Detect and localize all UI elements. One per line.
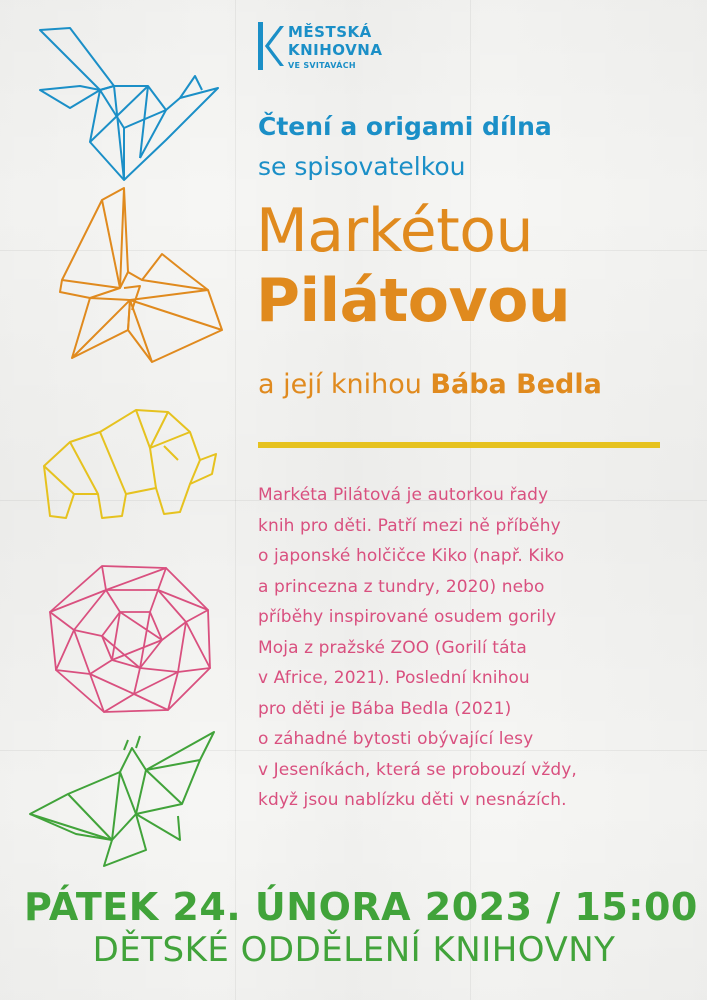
event-subtitle: se spisovatelkou [258, 152, 466, 181]
description-line: Markéta Pilátová je autorkou řady [258, 485, 549, 505]
divider-line [258, 442, 660, 448]
event-date: PÁTEK 24. ÚNORA 2023 / 15:00 [24, 885, 698, 929]
origami-ball-icon [40, 560, 218, 718]
origami-butterfly-icon [32, 180, 232, 370]
paper-fold [235, 0, 236, 1000]
logo-text-line2: KNIHOVNA [288, 41, 383, 59]
description-line: a princezna z tundry, 2020) nebo [258, 576, 545, 597]
logo-text-line1: MĚSTSKÁ [288, 23, 372, 41]
description-line: pro děti je Bába Bedla (2021) [258, 698, 512, 719]
book-title: Bába Bedla [430, 369, 602, 400]
author-last-name: Pilátovou [256, 266, 571, 336]
description-line: Moja z pražské ZOO (Gorilí táta [258, 637, 527, 658]
library-logo [258, 20, 408, 72]
book-line [258, 369, 602, 400]
description-line: knih pro děti. Patří mezi ně příběhy [258, 515, 561, 536]
author-first-name: Markétou [256, 196, 533, 266]
description-line: když jsou nablízku děti v nesnázích. [258, 790, 567, 810]
library-logo-icon [258, 22, 284, 70]
origami-butterfly-green-icon [28, 730, 218, 870]
description-line: v Africe, 2021). Poslední knihou [258, 668, 530, 688]
event-place: DĚTSKÉ ODDĚLENÍ KNIHOVNY [92, 930, 616, 970]
description-line: v Jeseníkách, která se probouzí vždy, [258, 759, 577, 780]
description-line: o záhadné bytosti obývající lesy [258, 729, 534, 749]
origami-crane-icon [30, 18, 220, 190]
description-line: o japonské holčičce Kiko (např. Kiko [258, 546, 565, 566]
origami-elephant-icon [40, 402, 222, 520]
description-line: příběhy inspirované osudem gorily [258, 607, 557, 627]
event-title: Čtení a origami dílna [258, 112, 552, 141]
book-prefix: a její knihou [258, 369, 422, 400]
logo-text-line3: VE SVITAVÁCH [288, 61, 356, 70]
description [258, 480, 668, 816]
